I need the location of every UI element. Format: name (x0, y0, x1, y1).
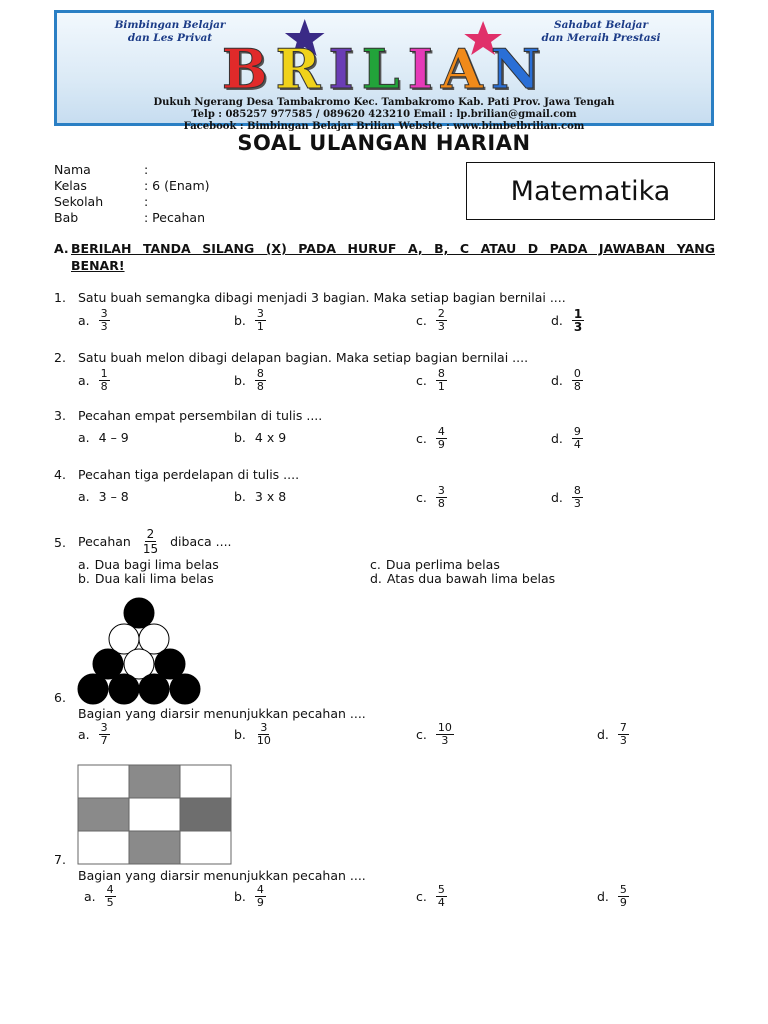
fraction-numerator: 4 (256, 883, 264, 896)
answer-option[interactable] (597, 884, 629, 909)
fraction (255, 884, 266, 909)
answer-option[interactable] (597, 722, 629, 747)
question-text: Satu buah semangka dibagi menjadi 3 bagian. Maka setiap bagian bernilai .... (78, 290, 566, 305)
answer-option[interactable] (78, 557, 219, 572)
answer-option[interactable] (551, 485, 583, 510)
header-banner (54, 10, 714, 132)
option-letter: a. (78, 489, 90, 504)
fraction (572, 368, 583, 393)
fraction-denominator: 9 (256, 896, 264, 909)
fraction-denominator: 8 (100, 380, 108, 393)
fraction-numerator: 2 (146, 527, 155, 541)
option-letter: c. (416, 727, 427, 742)
option-letter: c. (416, 373, 427, 388)
option-letter: c. (370, 557, 381, 572)
answer-option[interactable] (78, 571, 214, 586)
fraction-denominator: 3 (100, 320, 108, 333)
answer-option[interactable] (234, 308, 266, 333)
option-letter: c. (416, 431, 427, 446)
subject-box: Matematika (466, 162, 715, 220)
fraction-denominator: 3 (573, 497, 581, 510)
question-text-after: dibaca .... (170, 534, 232, 549)
answer-option[interactable] (78, 489, 129, 504)
fraction (572, 485, 583, 510)
question-number: 4. (54, 467, 66, 482)
answer-option[interactable] (551, 368, 583, 393)
answer-option[interactable] (234, 489, 286, 504)
fraction-denominator: 3 (437, 320, 445, 333)
fraction (255, 368, 266, 393)
option-letter: b. (234, 313, 246, 328)
answer-option[interactable] (416, 884, 447, 909)
option-letter: c. (416, 313, 427, 328)
option-text: 3 x 8 (254, 489, 287, 504)
option-text: 3 – 8 (98, 489, 129, 504)
fraction (618, 884, 629, 909)
option-letter: d. (551, 373, 563, 388)
option-letter: a. (78, 727, 90, 742)
answer-option[interactable] (78, 430, 129, 445)
option-letter: c. (416, 889, 427, 904)
fraction-numerator: 3 (437, 484, 445, 497)
answer-option[interactable] (416, 426, 447, 451)
question-number: 5. (54, 535, 66, 550)
fraction-denominator: 5 (106, 896, 114, 909)
answer-option[interactable] (370, 557, 500, 572)
answer-option[interactable] (234, 368, 266, 393)
answer-option[interactable] (78, 722, 110, 747)
grid-cell-shaded (180, 798, 231, 831)
question-number: 6. (54, 690, 66, 705)
shaded-circle (109, 674, 139, 704)
brand-letter: L (361, 37, 406, 101)
option-letter: c. (416, 490, 427, 505)
info-row-kelas: Kelas : 6 (Enam) (54, 178, 210, 193)
option-letter: a. (78, 373, 90, 388)
grid-cell-shaded (129, 765, 180, 798)
grid-cell-unshaded (180, 831, 231, 864)
option-text: Dua bagi lima belas (94, 557, 219, 572)
fraction-denominator: 3 (619, 734, 627, 747)
grid-cell-unshaded (78, 831, 129, 864)
info-row-bab: Bab : Pecahan (54, 210, 206, 225)
question-number: 2. (54, 350, 66, 365)
fraction-numerator: 3 (256, 307, 264, 320)
shaded-circle (139, 674, 169, 704)
answer-option[interactable] (416, 485, 447, 510)
option-text: Dua perlima belas (385, 557, 500, 572)
option-letter: b. (234, 373, 246, 388)
fraction-denominator: 15 (142, 542, 159, 556)
tagline-right: Sahabat Belajar dan Meraih Prestasi (541, 19, 661, 44)
fraction (255, 722, 273, 747)
fraction-denominator: 8 (573, 380, 581, 393)
tagline-left: Bimbingan Belajar dan Les Privat (114, 19, 226, 44)
option-letter: a. (84, 889, 96, 904)
fraction (436, 368, 447, 393)
answer-option[interactable] (78, 308, 110, 333)
shaded-circle (170, 674, 200, 704)
fraction (436, 884, 447, 909)
option-letter: b. (234, 430, 246, 445)
grid-cell-shaded (78, 798, 129, 831)
fraction (436, 485, 447, 510)
question-number: 1. (54, 290, 66, 305)
fraction-numerator: 7 (619, 721, 627, 734)
answer-option[interactable] (234, 884, 266, 909)
question-text: Satu buah melon dibagi delapan bagian. Maka setiap bagian bernilai .... (78, 350, 529, 365)
fraction-denominator: 3 (441, 734, 449, 747)
fraction-denominator: 4 (437, 896, 445, 909)
fraction-denominator: 7 (100, 734, 108, 747)
fraction-denominator: 10 (256, 734, 271, 747)
brand-logo (57, 37, 711, 101)
grid-cell-unshaded (129, 798, 180, 831)
fraction-denominator: 4 (573, 438, 581, 451)
question-text: Pecahan empat persembilan di tulis .... (78, 408, 323, 423)
answer-option[interactable] (234, 430, 286, 445)
option-letter: b. (234, 489, 246, 504)
fraction (99, 368, 110, 393)
fraction-numerator: 8 (437, 367, 445, 380)
fraction-numerator: 3 (100, 307, 108, 320)
info-row-nama: Nama : (54, 162, 149, 177)
fraction-denominator: 3 (573, 320, 583, 334)
phone-email-line: Telp : 085257 977585 / 089620 423210 Email : lp.brilian@gmail.com (191, 109, 577, 120)
grid-cell-unshaded (180, 765, 231, 798)
option-letter: b. (234, 727, 246, 742)
fraction (99, 722, 110, 747)
fraction (572, 426, 583, 451)
fraction-denominator: 1 (437, 380, 445, 393)
question-text: Bagian yang diarsir menunjukkan pecahan .... (78, 706, 366, 721)
fraction (436, 308, 447, 333)
brand-letter: N (490, 37, 547, 101)
answer-option[interactable] (416, 308, 447, 333)
shaded-circle (78, 674, 108, 704)
fraction-denominator: 1 (256, 320, 264, 333)
fraction-numerator: 8 (573, 484, 581, 497)
shaded-circle (124, 598, 154, 628)
option-letter: a. (78, 557, 90, 572)
grid-cell-unshaded (78, 765, 129, 798)
question-number: 3. (54, 408, 66, 423)
fraction-denominator: 9 (619, 896, 627, 909)
info-row-sekolah: Sekolah : (54, 194, 149, 209)
circles-pyramid-figure (76, 598, 204, 704)
answer-option[interactable] (370, 571, 555, 586)
fraction-numerator: 2 (437, 307, 445, 320)
brand-letter: I (407, 37, 439, 101)
option-text: Dua kali lima belas (94, 571, 214, 586)
option-text: 4 x 9 (254, 430, 287, 445)
fraction-numerator: 1 (100, 367, 108, 380)
social-website-line: Facebook : Bimbingan Belajar Brilian Website : www.bimbelbrilian.com (183, 121, 585, 132)
grid-cell-shaded (129, 831, 180, 864)
fraction-numerator: 1 (573, 307, 583, 321)
section-a-instruction: A. BERILAH TANDA SILANG (X) PADA HURUF A, B, C ATAU D PADA JAWABAN YANG BENAR! (54, 241, 715, 273)
fraction-numerator: 9 (573, 425, 581, 438)
option-letter: d. (551, 313, 563, 328)
brand-letter: I (328, 37, 360, 101)
question-text: Bagian yang diarsir menunjukkan pecahan .... (78, 868, 366, 883)
fraction (436, 426, 447, 451)
page-title: SOAL ULANGAN HARIAN (237, 131, 531, 155)
fraction (141, 527, 160, 556)
fraction (255, 308, 266, 333)
answer-option[interactable] (78, 368, 110, 393)
option-letter: d. (597, 889, 609, 904)
option-letter: b. (234, 889, 246, 904)
question-text: Pecahan tiga perdelapan di tulis .... (78, 467, 300, 482)
fraction (572, 308, 584, 333)
option-letter: b. (78, 571, 90, 586)
fraction-numerator: 10 (437, 721, 452, 734)
fraction-numerator: 5 (619, 883, 627, 896)
brand-letter: R (275, 37, 327, 101)
brand-letter: B (221, 37, 274, 101)
question-number: 7. (54, 852, 66, 867)
option-letter: a. (78, 430, 90, 445)
option-letter: d. (370, 571, 382, 586)
fraction (618, 722, 629, 747)
address-line: Dukuh Ngerang Desa Tambakromo Kec. Tambakromo Kab. Pati Prov. Jawa Tengah (153, 97, 615, 108)
fraction-numerator: 3 (100, 721, 108, 734)
fraction-denominator: 9 (437, 438, 445, 451)
fraction-numerator: 5 (437, 883, 445, 896)
fraction-numerator: 3 (260, 721, 268, 734)
answer-option[interactable] (84, 884, 116, 909)
fraction-numerator: 8 (256, 367, 264, 380)
contact-info (57, 97, 711, 133)
fraction-numerator: 0 (573, 367, 581, 380)
answer-option[interactable] (416, 368, 447, 393)
option-letter: d. (551, 431, 563, 446)
fraction-denominator: 8 (256, 380, 264, 393)
answer-option[interactable] (416, 722, 454, 747)
option-letter: a. (78, 313, 90, 328)
fraction-numerator: 4 (106, 883, 114, 896)
fraction-denominator: 8 (437, 497, 445, 510)
option-letter: d. (597, 727, 609, 742)
brand-letter: A (440, 37, 489, 101)
fraction (105, 884, 116, 909)
question-text (78, 527, 232, 556)
answer-option[interactable] (234, 722, 273, 747)
shaded-grid-figure (77, 764, 232, 866)
option-text: Atas dua bawah lima belas (386, 571, 556, 586)
student-info (54, 162, 210, 226)
fraction (436, 722, 454, 747)
fraction (99, 308, 110, 333)
answer-option[interactable] (551, 426, 583, 451)
fraction-numerator: 4 (437, 425, 445, 438)
question-text-before: Pecahan (78, 534, 131, 549)
option-letter: d. (551, 490, 563, 505)
answer-option[interactable] (551, 308, 584, 333)
option-text: 4 – 9 (98, 430, 129, 445)
